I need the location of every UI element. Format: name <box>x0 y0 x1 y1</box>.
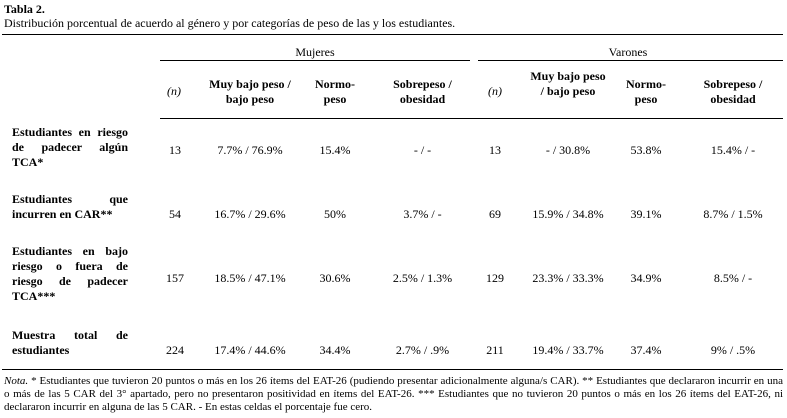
cell-r4-v-n: 211 <box>486 343 504 357</box>
row-label-muestra-total: Muestra total de estudiantes <box>12 328 128 357</box>
mujeres-underline <box>160 60 470 61</box>
row-label-riesgo: Estudiantes en riesgo de padecer algún TCA* <box>12 125 128 169</box>
cell-r2-v-sobre: 8.7% / 1.5% <box>703 207 763 221</box>
top-rule <box>2 34 783 35</box>
cell-r3-v-sobre: 8.5% / - <box>713 271 753 285</box>
cell-r3-m-muy-bajo: 18.5% / 47.1% <box>214 271 286 285</box>
cell-r1-v-n: 13 <box>489 143 501 157</box>
cell-r4-m-normo: 34.4% <box>319 343 351 357</box>
cell-r2-v-muy-bajo: 15.9% / 34.8% <box>532 207 604 221</box>
header-muy-bajo-varones: Muy bajo peso / bajo peso <box>530 69 606 98</box>
cell-r4-m-sobre: 2.7% / .9% <box>395 343 450 357</box>
group-header-varones: Varones <box>608 45 648 59</box>
cell-r1-v-sobre: 15.4% / - <box>710 143 756 157</box>
cell-r3-v-n: 129 <box>486 271 504 285</box>
cell-r2-m-normo: 50% <box>324 207 346 221</box>
cell-r4-m-n: 224 <box>166 343 184 357</box>
note-text: * Estudiantes que tuvieron 20 puntos o más en los 26 ítems del EAT-26 (pudiendo presentar adicionalmente alguna/s CAR). ** Estudiantes que declararon incurrir en una o más de las 5 CAR del 3° apartado, pero no presentaron positividad en ítems del EAT-26. *** Estudiantes que no tuvieron 20 puntos o más en los 26 ítems del EAT-26, ni declararon incurrir en alguna de las 5 CAR. - En estas celdas el porcentaje fue cero. <box>4 375 783 413</box>
cell-r3-m-n: 157 <box>166 271 184 285</box>
cell-r3-m-normo: 30.6% <box>319 271 351 285</box>
cell-r2-v-normo: 39.1% <box>630 207 662 221</box>
cell-r2-m-sobre: 3.7% / - <box>403 207 442 221</box>
header-sobre-varones: Sobrepeso / obesidad <box>703 77 763 106</box>
header-rule <box>160 118 783 119</box>
row-label-bajo-riesgo: Estudiantes en bajo riesgo o fuera de riesgo de padecer TCA*** <box>12 244 128 303</box>
cell-r1-v-muy-bajo: - / 30.8% <box>545 143 591 157</box>
cell-r3-m-sobre: 2.5% / 1.3% <box>392 271 453 285</box>
table-title-number: Tabla 2. <box>4 2 45 16</box>
cell-r4-v-sobre: 9% / .5% <box>710 343 756 357</box>
cell-r2-m-muy-bajo: 16.7% / 29.6% <box>214 207 286 221</box>
cell-r4-v-normo: 37.4% <box>630 343 662 357</box>
row-label-car: Estudiantes que incurren en CAR** <box>12 192 128 221</box>
header-muy-bajo-mujeres: Muy bajo peso / bajo peso <box>209 77 291 106</box>
cell-r1-v-normo: 53.8% <box>630 143 662 157</box>
cell-r1-m-muy-bajo: 7.7% / 76.9% <box>217 143 283 157</box>
cell-r4-m-muy-bajo: 17.4% / 44.6% <box>214 343 286 357</box>
bottom-rule <box>2 369 783 370</box>
header-n-mujeres: (n) <box>167 84 181 98</box>
header-normo-varones: Normo-peso <box>626 77 666 106</box>
varones-underline <box>478 60 783 61</box>
cell-r1-m-normo: 15.4% <box>319 143 351 157</box>
cell-r2-v-n: 69 <box>489 207 501 221</box>
cell-r3-v-normo: 34.9% <box>630 271 662 285</box>
cell-r1-m-sobre: - / - <box>413 143 432 157</box>
header-sobre-mujeres: Sobrepeso / obesidad <box>393 77 452 106</box>
cell-r2-m-n: 54 <box>169 207 181 221</box>
group-header-mujeres: Mujeres <box>295 45 335 59</box>
cell-r3-v-muy-bajo: 23.3% / 33.3% <box>532 271 604 285</box>
table-note <box>4 375 783 414</box>
header-normo-mujeres: Normo-peso <box>315 77 355 106</box>
cell-r4-v-muy-bajo: 19.4% / 33.7% <box>532 343 604 357</box>
note-label: Nota. <box>4 375 29 387</box>
table-title-description: Distribución porcentual de acuerdo al género y por categorías de peso de las y los estudiantes. <box>4 16 456 30</box>
cell-r1-m-n: 13 <box>169 143 181 157</box>
header-n-varones: (n) <box>488 84 502 98</box>
